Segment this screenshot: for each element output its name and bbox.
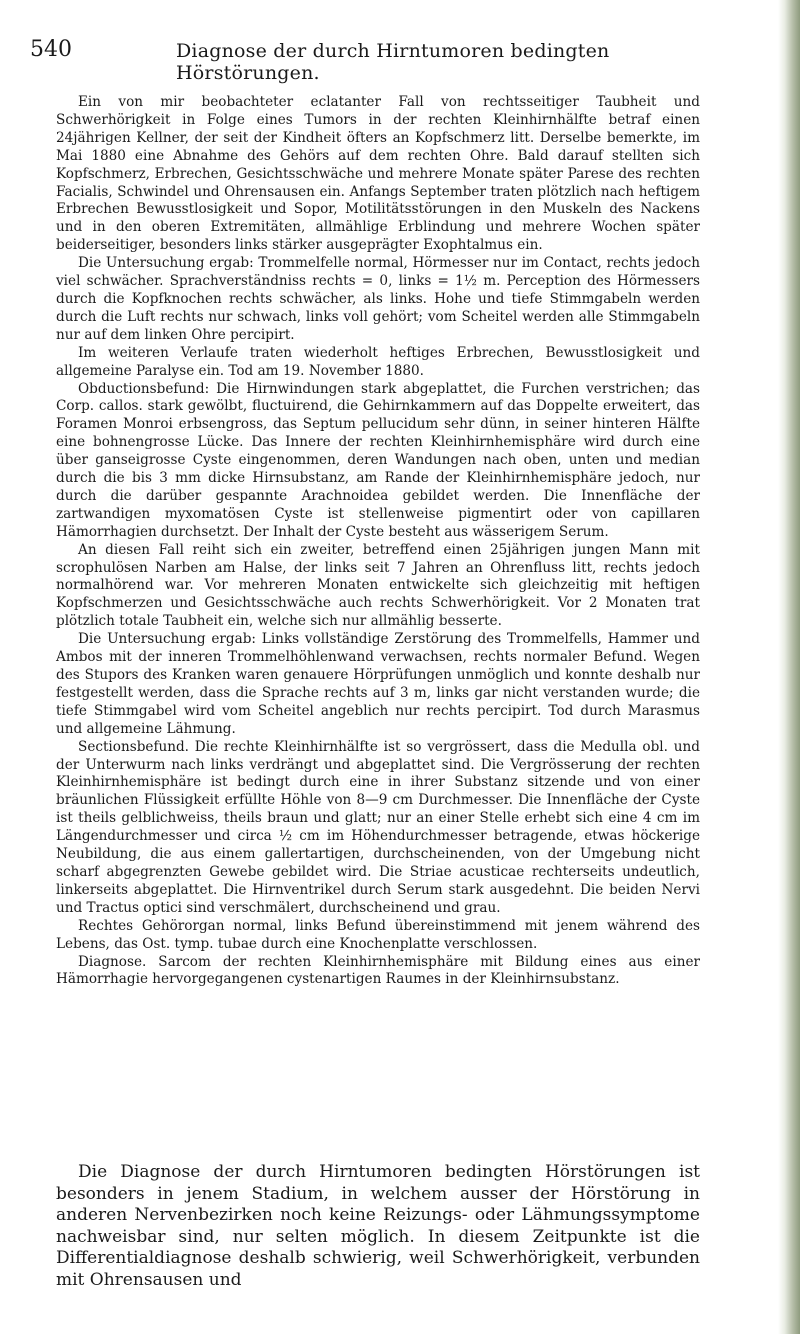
diagnosis-discussion-text	[56, 1162, 700, 1292]
paragraph-diagnosis-discussion: Die Diagnose der durch Hirntumoren bedingten Hörstörungen ist besonders in jenem Stadium, in welchem ausser der Hörstörung in anderen Nervenbezirken noch keine Reizungs- oder Lähmungssymptome nachweisbar sind, nur selten möglich. In diesem Zeitpunkte ist die Differentialdiagnose deshalb schwierig, weil Schwerhörigkeit, verbunden mit Ohrensausen und	[56, 1162, 700, 1290]
paragraph-case-two-diagnosis: Diagnose. Sarcom der rechten Kleinhirnhemisphäre mit Bildung eines aus einer Hämorrhagie hervorgegangenen cystenartigen Raumes in der Kleinhirnsubstanz.	[56, 953, 700, 988]
paragraph-case-one-examination: Die Untersuchung ergab: Trommelfelle normal, Hörmesser nur im Contact, rechts jedoch viel schwächer. Sprachverständniss rechts = 0, links = 1½ m. Perception des Hörmessers durch die Kopfknochen rechts schwächer, als links. Hohe und tiefe Stimmgabeln werden durch die Luft rechts nur schwach, links voll gehört; vom Scheitel werden alle Stimmgabeln nur auf dem linken Ohre percipirt.	[56, 255, 700, 343]
paragraph-case-one-course: Im weiteren Verlaufe traten wiederholt heftiges Erbrechen, Bewusstlosigkeit und allgemeine Paralyse ein. Tod am 19. November 1880.	[56, 344, 700, 379]
paragraph-case-two-autopsy: Sectionsbefund. Die rechte Kleinhirnhälfte ist so vergrössert, dass die Medulla obl. und der Unterwurm nach links verdrängt und abgeplattet sind. Die Vergrösserung der rechten Kleinhirnhemisphäre ist bedingt durch eine in ihrer Substanz sitzende und von einer bräunlichen Flüssigkeit erfüllte Höhle von 8—9 cm Durchmesser. Die Innenfläche der Cyste ist theils gelblichweiss, theils braun und glatt; nur an einer Stelle erhebt sich eine 4 cm im Längendurchmesser und circa ½ cm im Höhendurchmesser betragende, etwas höckerige Neubildung, die aus einem gallertartigen, durchscheinenden, von der Umgebung nicht scharf abgegrenzten Gewebe gebildet wird. Die Striae acusticae rechterseits undeutlich, linkerseits abgeplattet. Die Hirnventrikel durch Serum stark ausgedehnt. Die beiden Nervi und Tractus optici sind verschmälert, durchscheinend und grau.	[56, 738, 700, 916]
page-header	[30, 37, 710, 84]
book-binding-edge	[778, 0, 800, 1334]
running-title: Diagnose der durch Hirntumoren bedingten Hörstörungen.	[176, 40, 610, 84]
paragraph-case-two-intro: An diesen Fall reiht sich ein zweiter, betreffend einen 25jährigen jungen Mann mit scrophulösen Narben am Halse, der links seit 7 Jahren an Ohrenfluss litt, rechts jedoch normalhörend war. Vor mehreren Monaten entwickelte sich gleichzeitig mit heftigen Kopfschmerzen und Gesichtsschwäche auch rechts Schwerhörigkeit. Vor 2 Monaten trat plötzlich totale Taubheit ein, welche sich nur allmählig besserte.	[56, 541, 700, 630]
paragraph-case-two-examination: Die Untersuchung ergab: Links vollständige Zerstörung des Trommelfells, Hammer und Ambos mit der inneren Trommelhöhlenwand verwachsen, rechts normaler Befund. Wegen des Stupors des Kranken waren genauere Hörprüfungen unmöglich und konnte deshalb nur festgestellt werden, dass die Sprache rechts auf 3 m, links gar nicht verstanden wurde; die tiefe Stimmgabel wird vom Scheitel angeblich nur rechts percipirt. Tod durch Marasmus und allgemeine Lähmung.	[56, 631, 700, 737]
paragraph-case-two-ear-findings: Rechtes Gehörorgan normal, links Befund übereinstimmend mit jenem während des Lebens, das Ost. tymp. tubae durch eine Knochenplatte verschlossen.	[56, 917, 700, 952]
paragraph-case-one-autopsy: Obductionsbefund: Die Hirnwindungen stark abgeplattet, die Furchen verstrichen; das Corp. callos. stark gewölbt, fluctuirend, die Gehirnkammern auf das Doppelte erweitert, das Foramen Monroi erbsengross, das Septum pellucidum sehr dünn, in seiner hinteren Hälfte eine bohnengrosse Lücke. Das Innere der rechten Kleinhirnhemisphäre wird durch eine über ganseigrosse Cyste eingenommen, deren Wandungen nach oben, unten und median durch die bis 3 mm dicke Hirnsubstanz, am Rande der Kleinhirnhemisphäre jedoch, nur durch die darüber gespannte Arachnoidea gebildet werden. Die Innenfläche der zartwandigen myxomatösen Cyste ist stellenweise pigmentirt oder von capillaren Hämorrhagien durchsetzt. Der Inhalt der Cyste besteht aus wässerigem Serum.	[56, 380, 700, 540]
page-number: 540	[30, 37, 72, 62]
paragraph-case-one-intro: Ein von mir beobachteter eclatanter Fall von rechtsseitiger Taubheit und Schwerhörigkeit in Folge eines Tumors in der rechten Kleinhirnhälfte betraf einen 24jährigen Kellner, der seit der Kindheit öfters an Kopfschmerz litt. Derselbe bemerkte, im Mai 1880 eine Abnahme des Gehörs auf dem rechten Ohre. Bald darauf stellten sich Kopfschmerz, Erbrechen, Gesichtsschwäche und mehrere Monate später Parese des rechten Facialis, Schwindel und Ohrensausen ein. Anfangs September traten plötzlich nach heftigem Erbrechen Bewusstlosigkeit und Sopor, Motilitätsstörungen in den Muskeln des Nackens und in den oberen Extremitäten, allmählige Erblindung und mehrere Wochen später beiderseitiger, besonders links stärker ausgeprägter Exophtalmus ein.	[56, 94, 700, 254]
case-reports-text	[56, 94, 700, 989]
